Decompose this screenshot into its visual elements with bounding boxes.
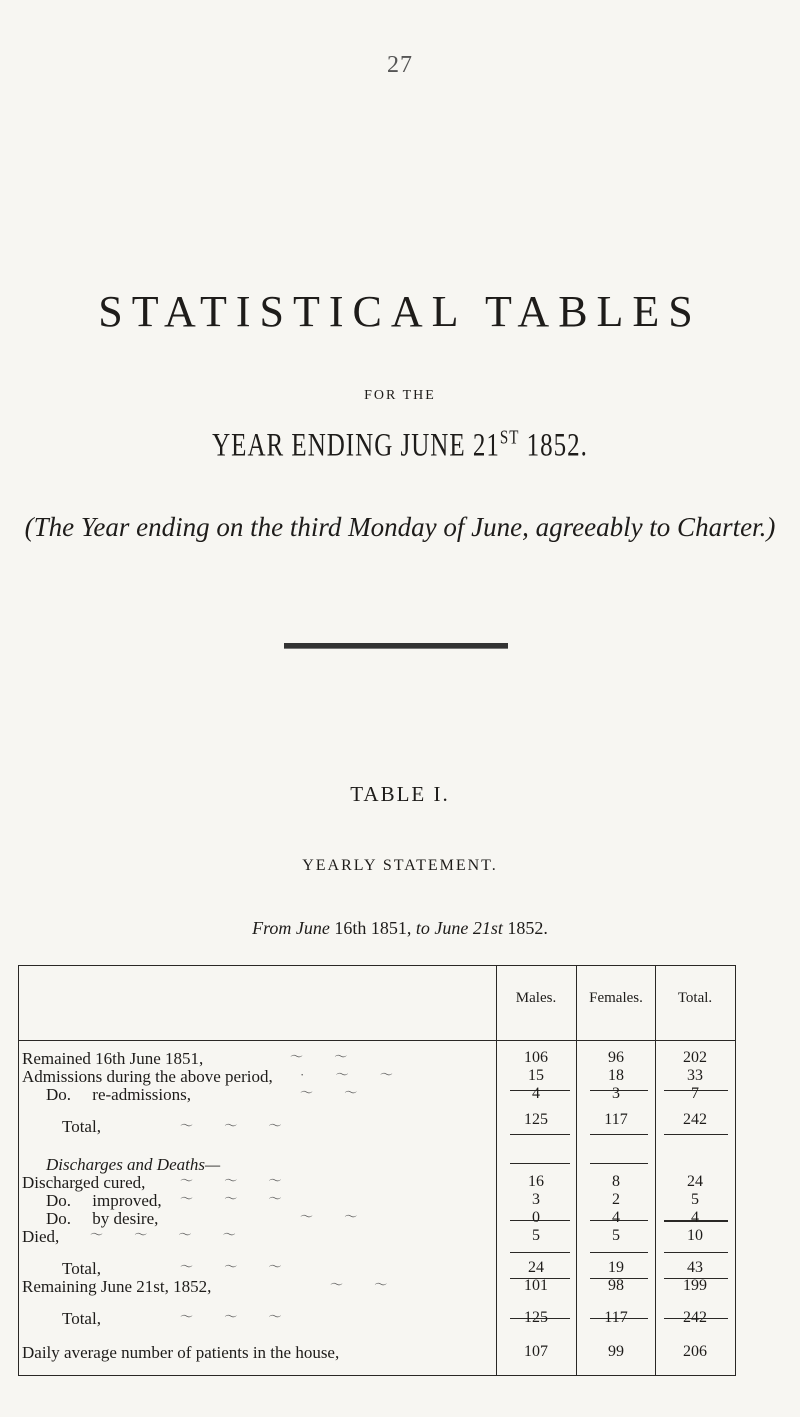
table-title: TABLE I. xyxy=(350,782,450,806)
row-label: Discharged cured, xyxy=(22,1173,146,1192)
leader-dots: 〜 〜 xyxy=(300,1209,372,1224)
row-label: Total, xyxy=(62,1259,101,1278)
cell-males: 125 xyxy=(524,1111,548,1128)
cell-males: 0 xyxy=(532,1209,540,1226)
cell-males: 15 xyxy=(528,1067,544,1084)
cell-total: 242 xyxy=(683,1111,707,1128)
cell-males: 3 xyxy=(532,1191,540,1208)
total-rule xyxy=(510,1252,570,1253)
cell-females: 5 xyxy=(612,1227,620,1244)
subtitle: (The Year ending on the third Monday of June, agreeably to Charter.) xyxy=(24,512,776,542)
col-header-total: Total. xyxy=(677,990,713,1006)
year-title-main: YEAR ENDING JUNE 21 xyxy=(212,428,500,464)
date-year1: 1851, xyxy=(366,918,416,938)
row-label: Total, xyxy=(62,1117,101,1136)
date-day2: 21st xyxy=(472,918,503,938)
leader-dots: 〜 〜 〜 xyxy=(180,1259,296,1274)
leader-dots: · 〜 〜 xyxy=(300,1067,407,1082)
leader-dots: 〜 〜 〜 〜 xyxy=(90,1227,250,1242)
cell-males: 4 xyxy=(532,1085,540,1102)
year-title-year: 1852. xyxy=(519,428,588,464)
row-label: Remaining June 21st, 1852, xyxy=(22,1277,212,1296)
table-bottom-rule xyxy=(18,1375,736,1376)
cell-females: 117 xyxy=(604,1111,628,1128)
date-to: to June xyxy=(415,918,473,938)
year-title xyxy=(0,428,800,465)
total-rule xyxy=(664,1134,728,1135)
table-right-rule xyxy=(735,965,736,1375)
year-title-ordinal: ST xyxy=(499,427,520,449)
row-label: Do. re-admissions, xyxy=(46,1085,191,1104)
cell-females: 2 xyxy=(612,1191,620,1208)
cell-females: 117 xyxy=(604,1309,628,1326)
date-year2: 1852. xyxy=(502,918,548,938)
row-label: Admissions during the above period, xyxy=(22,1067,273,1086)
date-range xyxy=(0,918,800,939)
cell-males: 16 xyxy=(528,1173,544,1190)
cell-total: 24 xyxy=(687,1173,703,1190)
main-title: STATISTICAL TABLES xyxy=(98,287,702,336)
cell-total: 5 xyxy=(691,1191,699,1208)
statement-title: YEARLY STATEMENT. xyxy=(302,857,498,874)
cell-total: 202 xyxy=(683,1049,707,1066)
cell-total: 33 xyxy=(687,1067,703,1084)
cell-total: 4 xyxy=(691,1209,699,1226)
row-label: Remained 16th June 1851, xyxy=(22,1049,204,1068)
header-bottom-rule xyxy=(18,1040,736,1041)
leader-dots: 〜 〜 xyxy=(300,1085,372,1100)
cell-total: 43 xyxy=(687,1259,703,1276)
cell-females: 3 xyxy=(612,1085,620,1102)
total-rule xyxy=(590,1134,648,1135)
cell-males: 24 xyxy=(528,1259,544,1276)
cell-total: 7 xyxy=(691,1085,699,1102)
cell-females: 98 xyxy=(608,1277,624,1294)
row-label: Daily average number of patients in the house, xyxy=(22,1343,340,1362)
cell-total: 206 xyxy=(683,1343,707,1360)
total-rule xyxy=(510,1134,570,1135)
cell-males: 101 xyxy=(524,1277,548,1294)
cell-total: 10 xyxy=(687,1227,703,1244)
cell-total: 199 xyxy=(683,1277,707,1294)
cell-females: 4 xyxy=(612,1209,620,1226)
cell-females: 19 xyxy=(608,1259,624,1276)
for-the-label: FOR THE xyxy=(364,388,436,403)
total-rule xyxy=(590,1252,648,1253)
leader-dots: 〜 〜 xyxy=(290,1049,362,1064)
leader-dots: 〜 〜 〜 xyxy=(180,1118,296,1133)
leader-dots: 〜 〜 xyxy=(330,1277,402,1292)
row-label: Do. by desire, xyxy=(46,1209,159,1228)
cell-males: 106 xyxy=(524,1049,548,1066)
cell-females: 99 xyxy=(608,1343,624,1360)
decorative-rule xyxy=(284,643,508,649)
leader-dots: 〜 〜 〜 xyxy=(180,1309,296,1324)
cell-females: 8 xyxy=(612,1173,620,1190)
cell-males: 107 xyxy=(524,1343,548,1360)
cell-males: 5 xyxy=(532,1227,540,1244)
page-number: 27 xyxy=(387,52,413,78)
total-rule xyxy=(664,1252,728,1253)
cell-females: 18 xyxy=(608,1067,624,1084)
leader-dots: 〜 〜 〜 xyxy=(180,1173,296,1188)
cell-males: 125 xyxy=(524,1309,548,1326)
total-rule xyxy=(590,1163,648,1164)
col-header-males: Males. xyxy=(515,990,557,1006)
date-from: From June xyxy=(252,918,335,938)
table-left-rule xyxy=(18,965,19,1375)
row-label: Total, xyxy=(62,1309,101,1328)
date-day1: 16th xyxy=(334,918,367,938)
section-label: Discharges and Deaths— xyxy=(46,1155,221,1174)
total-rule xyxy=(510,1163,570,1164)
row-label: Died, xyxy=(22,1227,60,1246)
leader-dots: 〜 〜 〜 xyxy=(180,1191,296,1206)
col-header-females: Females. xyxy=(589,990,643,1006)
cell-females: 96 xyxy=(608,1049,624,1066)
row-label: Do. improved, xyxy=(46,1191,162,1210)
cell-total: 242 xyxy=(683,1309,707,1326)
table-top-rule xyxy=(18,965,736,966)
